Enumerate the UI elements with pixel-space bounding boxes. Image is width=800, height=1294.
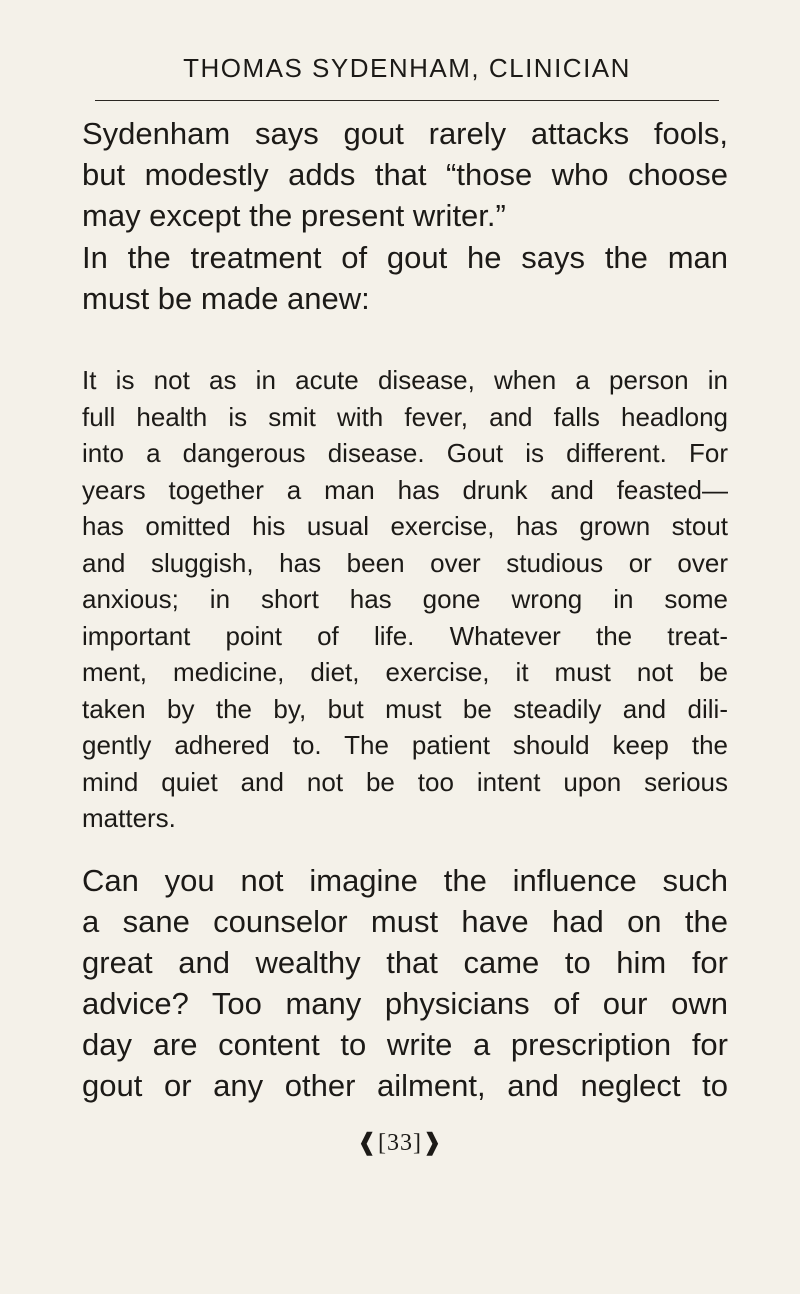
text-line: It is not as in acute disease, when a person in [82, 365, 728, 395]
text-line: great and wealthy that came to him for [82, 945, 728, 980]
text-line: but modestly adds that “those who choose [82, 157, 728, 192]
text-line: a sane counselor must have had on the [82, 904, 728, 939]
text-line: gout or any other ailment, and neglect to [82, 1068, 728, 1103]
text-line: has omitted his usual exercise, has grown stout [82, 511, 728, 541]
header-rule [95, 100, 719, 101]
text-line: Sydenham says gout rarely attacks fools, [82, 116, 728, 151]
text-line: anxious; in short has gone wrong in some [82, 584, 728, 614]
text-line: taken by the by, but must be steadily and dili- [82, 693, 728, 724]
page-number: ❰[33]❱ [356, 1130, 444, 1156]
text-line: important point of life. Whatever the treat- [82, 620, 728, 651]
paragraph-treatment-intro [82, 237, 728, 319]
paragraph-gout-fools [82, 113, 728, 236]
block-quote-extract [82, 362, 728, 837]
text-line: years together a man has drunk and feasted— [82, 474, 728, 505]
text-line: must be made anew: [82, 281, 370, 316]
text-line: gently adhered to. The patient should keep the [82, 730, 728, 760]
text-line: Can you not imagine the influence such [82, 863, 728, 898]
text-line: ment, medicine, diet, exercise, it must not be [82, 657, 728, 687]
text-line: into a dangerous disease. Gout is different. For [82, 438, 728, 468]
text-line: mind quiet and not be too intent upon serious [82, 766, 728, 797]
text-line: In the treatment of gout he says the man [82, 240, 728, 275]
text-line: matters. [82, 803, 176, 833]
paragraph-sane-counselor [82, 860, 728, 1106]
text-line: and sluggish, has been over studious or over [82, 547, 728, 578]
text-line: advice? Too many physicians of our own [82, 986, 728, 1021]
text-line: may except the present writer.” [82, 198, 506, 233]
running-head: THOMAS SYDENHAM, CLINICIAN [183, 53, 631, 83]
text-line: day are content to write a prescription for [82, 1027, 728, 1062]
text-line: full health is smit with fever, and falls headlong [82, 401, 728, 432]
